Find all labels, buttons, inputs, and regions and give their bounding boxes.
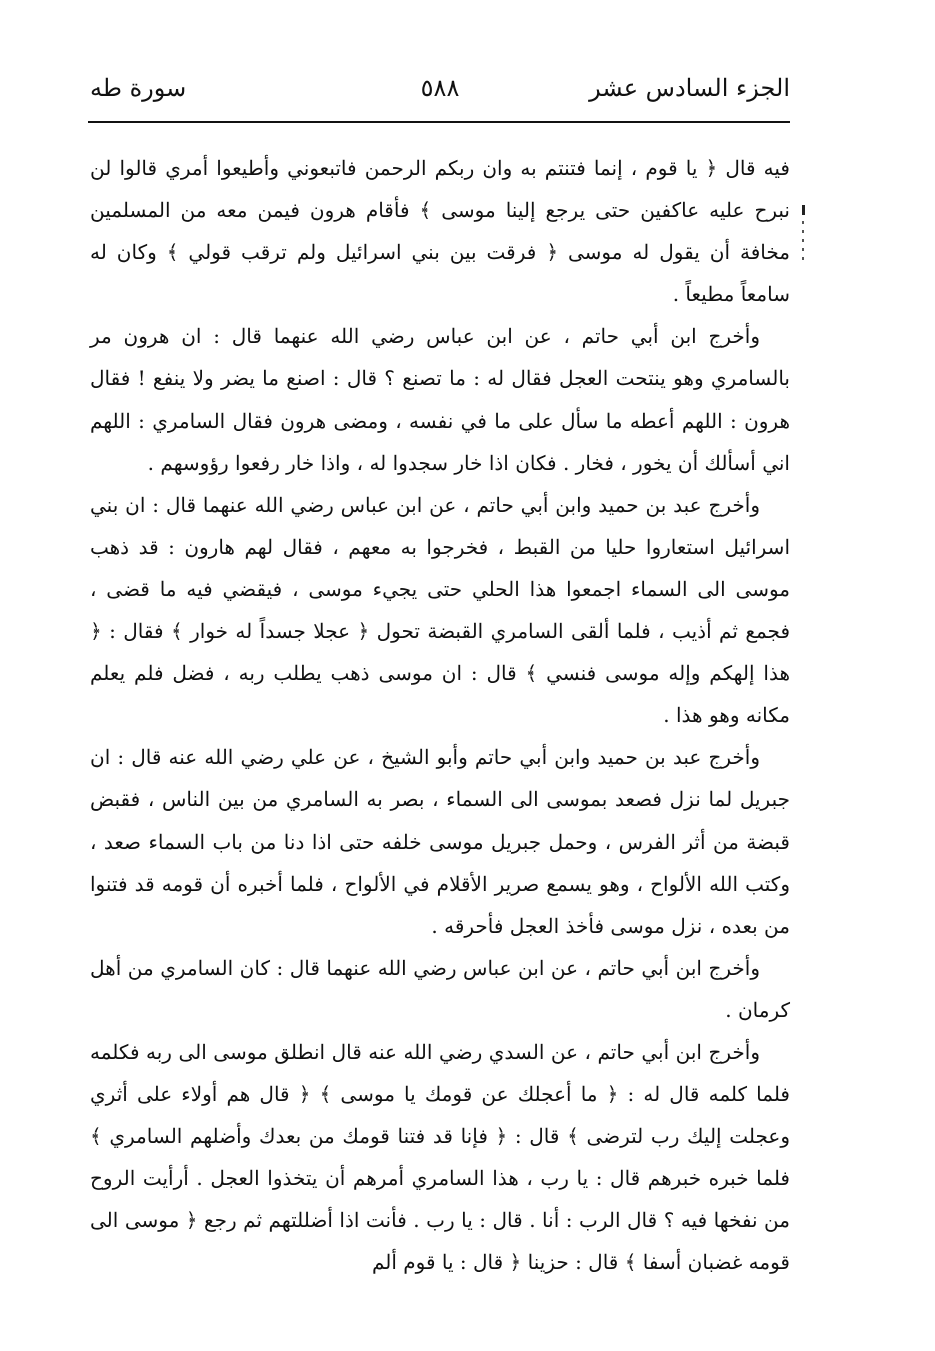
paragraph: وأخرج عبد بن حميد وابن أبي حاتم ، عن ابن عباس رضي الله عنهما قال : ان بني اسرائيل استعاروا حليا من القبط ، فخرجوا به معهم ، فقال لهم هارون : قد ذهب موسى الى السماء اجمعوا هذا الحلي حتى يجيء موسى ، فيقضي فيه ما قضى ، فجمع ثم أذيب ، فلما ألقى السامري القبضة تحول ﴿ عجلا جسداً له خوار ﴾ فقال : ﴿ هذا إلهكم وإله موسى فنسي ﴾ قال : ان موسى ذهب يطلب ربه ، فضل فلم يعلم مكانه وهو هذا . (90, 492, 790, 728)
part-title: الجزء السادس عشر (589, 74, 790, 102)
surah-title: سورة طه (90, 74, 187, 102)
page-body (90, 147, 790, 1284)
paragraph: وأخرج عبد بن حميد وابن أبي حاتم وأبو الشيخ ، عن علي رضي الله عنه قال : ان جبريل لما نزل فصعد بموسى الى السماء ، بصر به السامري من بين الناس ، فقبض قبضة من أثر الفرس ، وحمل جبريل موسى خلفه حتى اذا دنا من باب السماء صعد ، وكتب الله الألواح ، وهو يسمع صرير الأقلام في الألواح ، فلما أخبره أن قومه قد فتنوا من بعده ، نزل موسى فأخذ العجل فأحرقه . (90, 745, 790, 938)
header-divider (88, 121, 790, 123)
paragraph: وأخرج ابن أبي حاتم ، عن ابن عباس رضي الله عنهما قال : كان السامري من أهل كرمان . (90, 955, 790, 1022)
paragraph: وأخرج ابن أبي حاتم ، عن السدي رضي الله عنه قال انطلق موسى الى ربه فكلمه فلما كلمه قال له : ﴿ ما أعجلك عن قومك يا موسى ﴾ ﴿ قال هم أولاء على أثري وعجلت إليك رب لترضى ﴾ قال : ﴿ فإنا قد فتنا قومك من بعدك وأضلهم السامري ﴾ فلما خبره خبرهم قال : يا رب ، هذا السامري أمرهم أن يتخذوا العجل . أرأيت الروح من نفخها فيه ؟ قال الرب : أنا . قال : يا رب . فأنت اذا أضللتهم ثم رجع ﴿ موسى الى قومه غضبان أسفا ﴾ قال : حزينا ﴿ قال : يا قوم ألم (90, 1039, 790, 1275)
page-header (90, 68, 790, 116)
paragraph: فيه قال ﴿ يا قوم ، إنما فتنتم به وان ربكم الرحمن فاتبعوني وأطيعوا أمري قالوا لن نبرح عليه عاكفين حتى يرجع إلينا موسى ﴾ فأقام هرون فيمن معه من المسلمين مخافة أن يقول له موسى ﴿ فرقت بين بني اسرائيل ولم ترقب قولي ﴾ وكان له سامعاً مطيعاً . (90, 156, 790, 307)
page-number: ٥٨٨ (420, 74, 460, 102)
margin-marks (800, 205, 806, 285)
paragraph: وأخرج ابن أبي حاتم ، عن ابن عباس رضي الله عنهما قال : ان هرون مر بالسامري وهو ينتحت العجل فقال له : ما تصنع ؟ قال : اصنع ما يضر ولا ينفع ! فقال هرون : اللهم أعطه ما سأل على ما في نفسه ، ومضى هرون فقال السامري : اللهم اني أسألك أن يخور ، فخار . فكان اذا خار سجدوا له ، واذا خار رفعوا رؤوسهم . (90, 324, 790, 475)
